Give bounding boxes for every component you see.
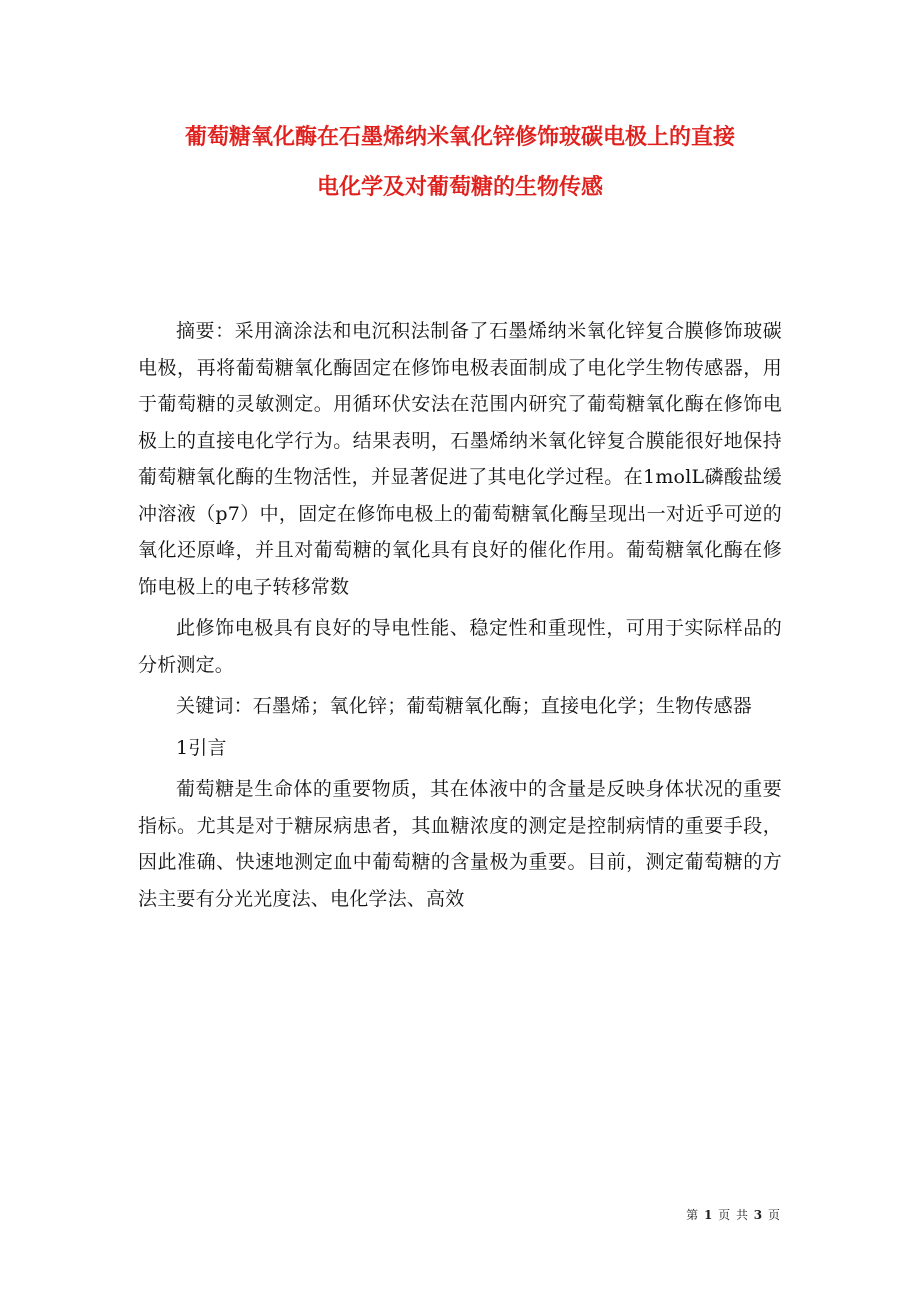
keywords-paragraph: 关键词：石墨烯；氧化锌；葡萄糖氧化酶；直接电化学；生物传感器	[176, 695, 753, 717]
footer-total-pages: 3	[753, 1208, 764, 1222]
introduction-paragraph: 葡萄糖是生命体的重要物质，其在体液中的含量是反映身体状况的重要指标。尤其是对于糖尿病患者，其血糖浓度的测定是控制病情的重要手段，因此准确、快速地测定血中葡萄糖的含量极为重要。目前，测定葡萄糖的方法主要有分光光度法、电化学法、高效	[138, 778, 782, 910]
abstract-continuation-paragraph: 此修饰电极具有良好的导电性能、稳定性和重现性，可用于实际样品的分析测定。	[138, 617, 782, 676]
section-heading-introduction: 1引言	[176, 736, 227, 759]
document-title	[120, 112, 800, 212]
footer-current-page: 1	[703, 1208, 714, 1222]
footer-middle: 页 共	[718, 1208, 749, 1222]
title-line-2: 电化学及对葡萄糖的生物传感	[316, 174, 603, 200]
page-number-footer	[686, 1206, 781, 1223]
abstract-paragraph: 摘要：采用滴涂法和电沉积法制备了石墨烯纳米氧化锌复合膜修饰玻碳电极，再将葡萄糖氧化酶固定在修饰电极表面制成了电化学生物传感器，用于葡萄糖的灵敏测定。用循环伏安法在范围内研究了葡萄糖氧化酶在修饰电极上的直接电化学行为。结果表明，石墨烯纳米氧化锌复合膜能很好地保持葡萄糖氧化酶的生物活性，并显著促进了其电化学过程。在1molL磷酸盐缓冲溶液（p7）中，固定在修饰电极上的葡萄糖氧化酶呈现出一对近乎可逆的氧化还原峰，并且对葡萄糖的氧化具有良好的催化作用。葡萄糖氧化酶在修饰电极上的电子转移常数	[138, 320, 782, 598]
footer-suffix: 页	[767, 1208, 781, 1222]
title-line-1: 葡萄糖氧化酶在石墨烯纳米氧化锌修饰玻碳电极上的直接	[184, 124, 735, 150]
footer-prefix: 第	[686, 1208, 700, 1222]
document-body	[138, 313, 782, 917]
